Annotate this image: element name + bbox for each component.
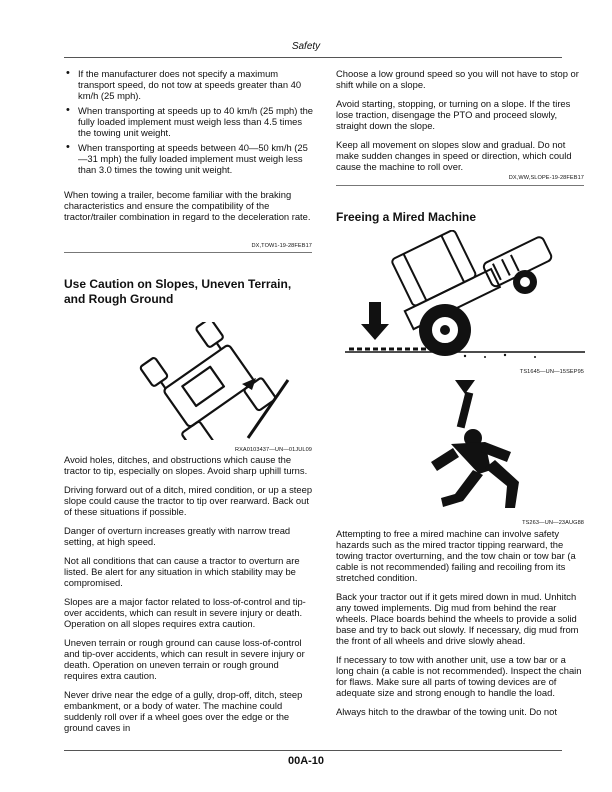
mired-heading: Freeing a Mired Machine bbox=[336, 210, 477, 224]
list-item: • If the manufacturer does not specify a maximum transport speed, do not tow at speeds greater than 40 km/h (25 mph). bbox=[78, 68, 314, 101]
towing-paragraph: When towing a trailer, become familiar with the braking characteristics and ensure the compatibility of the tractor/trailer combination in regard to the deceleration rate. bbox=[64, 189, 311, 222]
paragraph: Attempting to free a mired machine can involve safety hazards such as the mired tractor tipping rearward, the towing tractor overturning, and the tow chain or tow bar (a cable is not recommended) failing and recoiling from its stretched condition. bbox=[336, 528, 576, 583]
towing-ref: DX,TOW1-19-28FEB17 bbox=[251, 243, 312, 249]
paragraph: Not all conditions that can cause a tractor to overturn are listed. Be alert for any situation in which stability may be compromised. bbox=[64, 555, 300, 588]
tractor-figure-ref: TS1645—UN—15SEP95 bbox=[519, 369, 584, 375]
falling-person-figure bbox=[415, 378, 525, 514]
mired-text bbox=[336, 528, 586, 725]
slope-ref: DX,WW,SLOPE-19-28FEB17 bbox=[508, 175, 584, 181]
paragraph: Never drive near the edge of a gully, drop-off, ditch, steep embankment, or a body of water. The machine could suddenly roll over if a wheel goes over the edge or the ground caves in bbox=[64, 689, 303, 733]
header-rule bbox=[64, 57, 562, 58]
slopes-figure-ref: RXA0103437—UN—01JUL09 bbox=[234, 447, 312, 453]
section-rule bbox=[64, 252, 312, 253]
page-number: 00A-10 bbox=[287, 755, 325, 767]
paragraph: Uneven terrain or rough ground can cause loss-of-control and tip-over accidents, which can result in severe injury or death. Operation on uneven terrain or rough ground requires extra caution. bbox=[64, 637, 305, 681]
mired-tractor-figure bbox=[345, 230, 585, 366]
tipping-tractor-figure bbox=[130, 322, 290, 440]
list-item: • When transporting at speeds between 40—50 km/h (25—31 mph) the fully loaded implement must weigh less than 3.0 times the towing unit weight. bbox=[78, 142, 314, 175]
left-column bbox=[64, 68, 314, 230]
paragraph: Driving forward out of a ditch, mired condition, or up a steep slope could cause the tractor to tip over rearward. Back out of these situations if possible. bbox=[64, 484, 313, 517]
paragraph: Avoid holes, ditches, and obstructions which cause the tractor to tip, especially on slopes. Avoid sharp uphill turns. bbox=[64, 454, 308, 476]
person-figure-ref: TS263—UN—23AUG88 bbox=[522, 520, 584, 526]
list-item: • When transporting at speeds up to 40 km/h (25 mph) the fully loaded implement must weigh less than 4.5 times the towing unit weight. bbox=[78, 105, 314, 138]
paragraph: Danger of overturn increases greatly with narrow tread setting, at high speed. bbox=[64, 525, 291, 547]
footer-rule bbox=[64, 750, 562, 751]
paragraph: Choose a low ground speed so you will not have to stop or shift while on a slope. bbox=[336, 68, 579, 90]
running-header: Safety bbox=[291, 41, 321, 52]
paragraph: If necessary to tow with another unit, use a tow bar or a long chain (a cable is not recommended). Inspect the chain for flaws. Make sure all parts of towing devices are of adequate size and strong enough to handle the load. bbox=[336, 654, 582, 698]
towing-speed-list bbox=[64, 68, 314, 175]
paragraph: Always hitch to the drawbar of the towing unit. Do not bbox=[336, 706, 557, 717]
paragraph: Keep all movement on slopes slow and gradual. Do not make sudden changes in speed or direction, which could cause the machine to roll over. bbox=[336, 139, 572, 172]
paragraph: Avoid starting, stopping, or turning on a slope. If the tires lose traction, disengage the PTO and proceed slowly, straight down the slope. bbox=[336, 98, 571, 131]
slopes-heading: Use Caution on Slopes, Uneven Terrain, and Rough Ground bbox=[64, 277, 292, 306]
paragraph: Back your tractor out if it gets mired down in mud. Unhitch any towed implements. Dig mud from behind the rear wheels. Place boards behind the wheels to provide a solid base and try to back out slowly. If necessary, dig mud from the front of all wheels and drive slowly ahead. bbox=[336, 591, 579, 646]
slopes-text bbox=[64, 454, 314, 741]
section-rule bbox=[336, 185, 584, 186]
right-column bbox=[336, 68, 586, 180]
paragraph: Slopes are a major factor related to loss-of-control and tip-over accidents, which can result in severe injury or death. Operation on all slopes requires extra caution. bbox=[64, 596, 306, 629]
